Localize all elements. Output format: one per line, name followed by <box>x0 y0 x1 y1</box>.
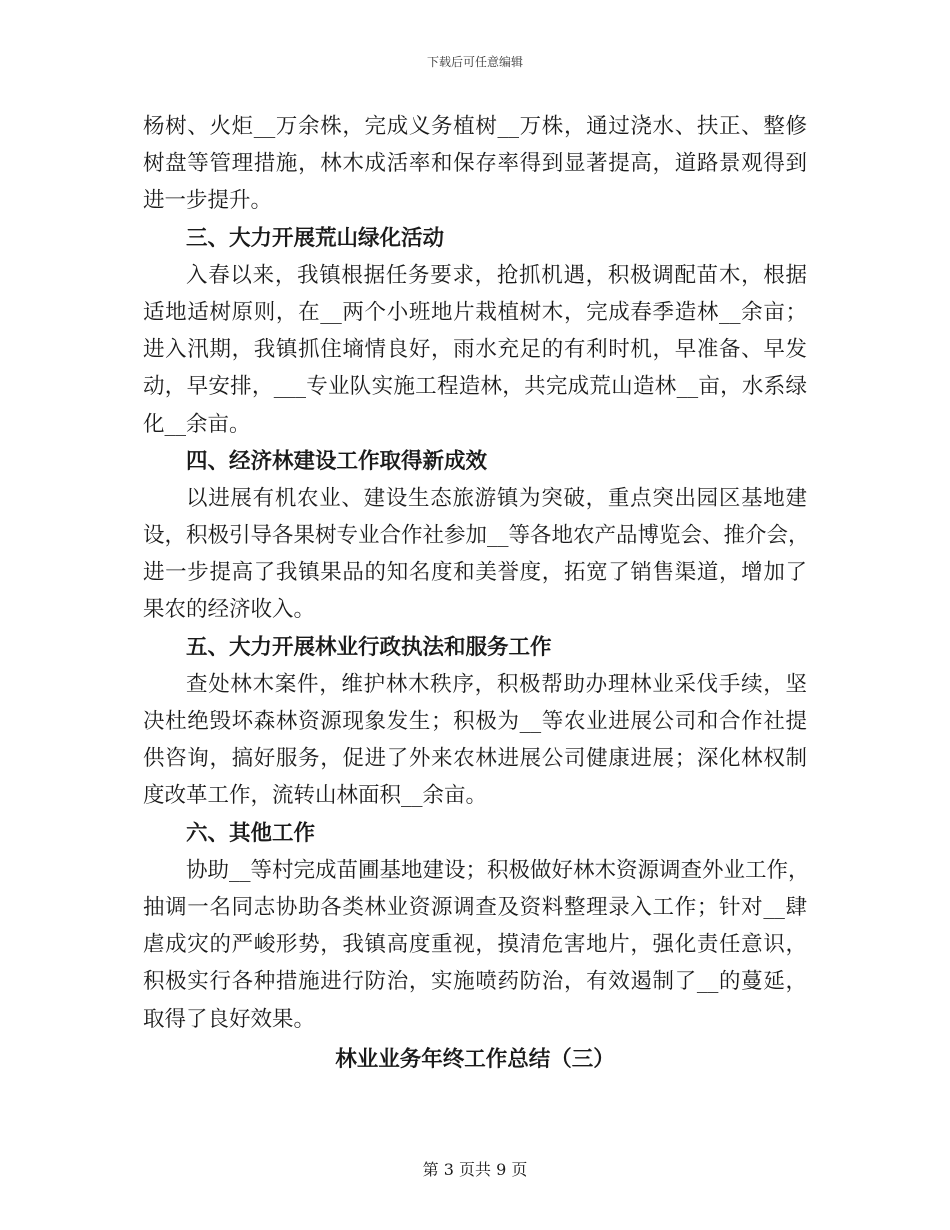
page-header-note: 下载后可任意编辑 <box>426 55 523 69</box>
section-heading-3: 三、大力开展荒山绿化活动 <box>186 225 445 251</box>
paragraph-line: 度改革工作，流转山林面积__余亩。 <box>143 783 488 809</box>
paragraph-line: 查处林木案件，维护林木秩序，积极帮助办理林业采伐手续，坚 <box>186 671 807 697</box>
paragraph-line: 取得了良好效果。 <box>143 1006 316 1032</box>
section-heading-5: 五、大力开展林业行政执法和服务工作 <box>186 634 552 660</box>
paragraph-line: 供咨询，搞好服务，促进了外来农林进展公司健康进展；深化林权制 <box>143 746 807 772</box>
paragraph-line: 动，早安排，___专业队实施工程造林，共完成荒山造林__亩，水系绿 <box>143 374 807 400</box>
paragraph-line: 树盘等管理措施，林木成活率和保存率得到显著提高，道路景观得到 <box>143 151 807 177</box>
document-body <box>143 108 810 1078</box>
paragraph-line: 虐成灾的严峻形势，我镇高度重视，摸清危害地片，强化责任意识， <box>143 932 807 958</box>
paragraph-line: 入春以来，我镇根据任务要求，抢抓机遇，积极调配苗木，根据 <box>186 262 807 288</box>
document-title: 林业业务年终工作总结（三） <box>335 1046 615 1072</box>
page-number: 第 3 页共 9 页 <box>422 1160 528 1179</box>
paragraph-line: 杨树、火炬__万余株，完成义务植树__万株，通过浇水、扶正、整修 <box>143 114 807 139</box>
paragraph-line: 设，积极引导各果树专业合作社参加__等各地农产品博览会、推介会， <box>143 523 810 549</box>
paragraph-line: 进入汛期，我镇抓住墒情良好，雨水充足的有利时机，早准备、早发 <box>143 337 807 363</box>
paragraph-line: 协助__等村完成苗圃基地建设；积极做好林木资源调查外业工作， <box>186 857 810 883</box>
section-heading-6: 六、其他工作 <box>186 820 316 846</box>
section-heading-4: 四、经济林建设工作取得新成效 <box>186 448 488 474</box>
paragraph-line: 适地适树原则，在__两个小班地片栽植树木，完成春季造林__余亩； <box>143 299 807 325</box>
paragraph-line: 果农的经济收入。 <box>143 597 316 623</box>
paragraph-line: 进一步提升。 <box>143 188 273 214</box>
paragraph-line: 决杜绝毁坏森林资源现象发生；积极为__等农业进展公司和合作社提 <box>143 709 807 734</box>
paragraph-line: 抽调一名同志协助各类林业资源调查及资料整理录入工作；针对__肆 <box>143 894 807 920</box>
paragraph-line: 化__余亩。 <box>143 411 251 437</box>
paragraph-line: 进一步提高了我镇果品的知名度和美誉度，拓宽了销售渠道，增加了 <box>143 560 807 586</box>
paragraph-line: 积极实行各种措施进行防治，实施喷药防治，有效遏制了__的蔓延， <box>143 969 807 995</box>
paragraph-line: 以进展有机农业、建设生态旅游镇为突破，重点突出园区基地建 <box>186 485 807 511</box>
